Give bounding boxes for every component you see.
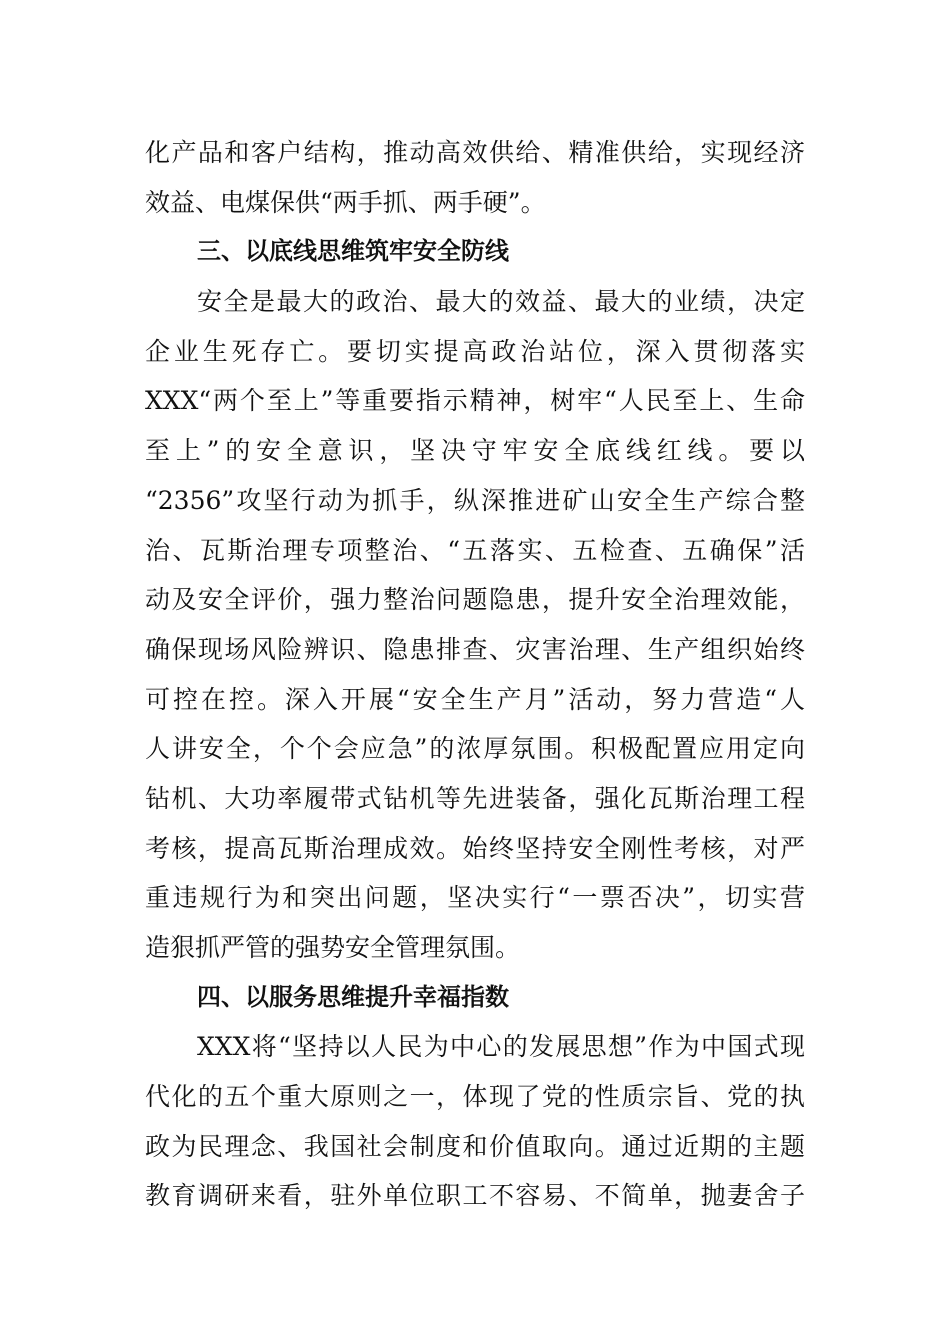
paragraph-line: 人讲安全，个个会应急”的浓厚氛围。积极配置应用定向 bbox=[145, 734, 805, 764]
paragraph-line: 可控在控。深入开展“安全生产月”活动，努力营造“人 bbox=[145, 684, 805, 714]
section-heading: 三、以底线思维筑牢安全防线 bbox=[197, 237, 509, 266]
paragraph-line: 企业生死存亡。要切实提高政治站位，深入贯彻落实 bbox=[145, 336, 805, 366]
paragraph-line: 造狠抓严管的强势安全管理氛围。 bbox=[145, 933, 521, 962]
paragraph-line: 钻机、大功率履带式钻机等先进装备，强化瓦斯治理工程 bbox=[145, 783, 805, 813]
paragraph-line: 安全是最大的政治、最大的效益、最大的业绩，决定 bbox=[197, 287, 805, 317]
section-heading: 四、以服务思维提升幸福指数 bbox=[197, 982, 509, 1011]
paragraph-line: 代化的五个重大原则之一，体现了党的性质宗旨、党的执 bbox=[145, 1082, 805, 1112]
paragraph-line: “2356”攻坚行动为抓手，纵深推进矿山安全生产综合整 bbox=[145, 485, 805, 515]
paragraph-line: 至上”的安全意识，坚决守牢安全底线红线。要以 bbox=[145, 436, 805, 466]
paragraph-line: 确保现场风险辨识、隐患排查、灾害治理、生产组织始终 bbox=[145, 634, 805, 664]
paragraph-line: 动及安全评价，强力整治问题隐患，提升安全治理效能， bbox=[145, 585, 805, 615]
paragraph-line: 效益、电煤保供“两手抓、两手硬”。 bbox=[145, 187, 546, 217]
paragraph-line: 重违规行为和突出问题，坚决实行“一票否决”，切实营 bbox=[145, 883, 805, 913]
paragraph-line: 教育调研来看，驻外单位职工不容易、不简单，抛妻舍子 bbox=[145, 1181, 805, 1211]
paragraph-line: XXX将“坚持以人民为中心的发展思想”作为中国式现 bbox=[197, 1032, 805, 1062]
paragraph-line: 治、瓦斯治理专项整治、“五落实、五检查、五确保”活 bbox=[145, 535, 805, 565]
document-body bbox=[145, 128, 805, 1221]
paragraph-line: 化产品和客户结构，推动高效供给、精准供给，实现经济 bbox=[145, 138, 805, 167]
paragraph-line: XXX“两个至上”等重要指示精神，树牢“人民至上、生命 bbox=[145, 386, 805, 416]
paragraph-line: 考核，提高瓦斯治理成效。始终坚持安全刚性考核，对严 bbox=[145, 833, 805, 863]
paragraph-line: 政为民理念、我国社会制度和价值取向。通过近期的主题 bbox=[145, 1131, 805, 1161]
